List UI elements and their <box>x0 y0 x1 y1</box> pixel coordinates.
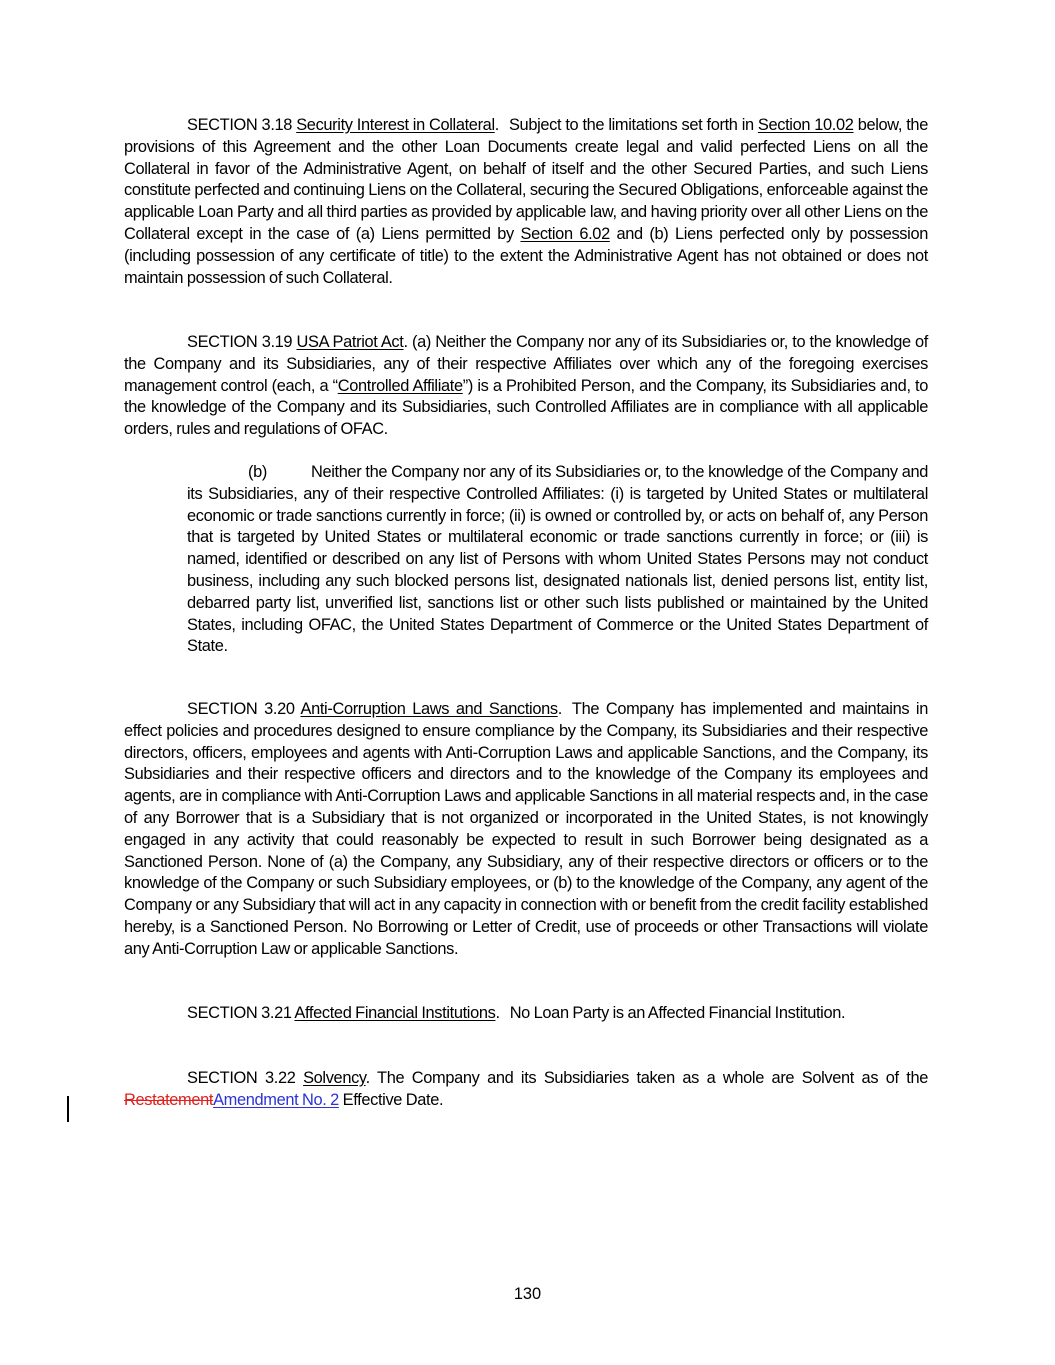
section-3-20-paragraph: SECTION 3.20 Anti-Corruption Laws and Sanctions. The Company has implemented and maintains in effect policies and procedures designed to ensure compliance by the Company, its Subsidiaries and their respective directors, officers, employees and agents with Anti-Corruption Laws and applicable Sanctions, and the Company, its Subsidiaries and their respective officers and directors and to the knowledge of the Company its employees and agents, are in compliance with Anti-Corruption Laws and applicable Sanctions in all material respects and, in the case of any Borrower that is a Subsidiary that is not organized or incorporated in the United States, is not knowingly engaged in any activity that could reasonably be expected to result in such Borrower being designated as a Sanctioned Person. None of (a) the Company, any Subsidiary, any of their respective directors or officers or to the knowledge of the Company or such Subsidiary employees, or (b) to the knowledge of the Company, any agent of the Company or any Subsidiary that will act in any capacity in connection with or benefit from the credit facility established hereby, is a Sanctioned Person. No Borrowing or Letter of Credit, use of proceeds or other Transactions will violate any Anti-Corruption Law or applicable Sanctions. <box>124 700 928 958</box>
section-body: ”) is a Prohibited Person, and the Company, its Subsidiaries and, to the knowledge of the Company and its Subsidiaries, such Controlled Affiliates are in compliance with all applicable orders, rules and regulations of OFAC. <box>124 376 928 439</box>
section-title: Anti-Corruption Laws and Sanctions <box>300 700 558 718</box>
section-body: and (b) Liens perfected only by possession (including possession of any certificate of title) to the extent the Administrative Agent has not obtained or does not maintain possession of such Collateral. <box>124 224 928 287</box>
section-3-21-paragraph: SECTION 3.21 Affected Financial Institutions. No Loan Party is an Affected Financial Institution. <box>187 1004 846 1022</box>
clause-label: (b) <box>248 463 267 481</box>
section-body: . (a) Neither the Company nor any of its Subsidiaries or, to the knowledge of the Company and its Subsidiaries, any of their respective Affiliates over which any of the foregoing exercises management control (each, a “ <box>124 333 929 395</box>
cross-reference: Section 10.02 <box>757 116 854 134</box>
section-body: Subject to the limitations set forth in <box>508 116 758 134</box>
section-number: SECTION 3.18 <box>187 116 293 134</box>
section-number: SECTION 3.21 <box>187 1004 292 1022</box>
section-3-18-paragraph: SECTION 3.18 Security Interest in Collateral. Subject to the limitations set forth in Section 10.02 below, the provisions of this Agreement and the other Loan Documents create legal and valid perfected Liens on all the Collateral in favor of the Administrative Agent, on behalf of itself and the other Secured Parties, and such Liens constitute perfected and continuing Liens on the Collateral, securing the Secured Obligations, enforceable against the applicable Loan Party and all third parties as provided by applicable law, and having priority over all other Liens on the Collateral except in the case of (a) Liens permitted by Section 6.02 and (b) Liens perfected only by possession (including possession of any certificate of title) to the extent the Administrative Agent has not obtained or does not maintain possession of such Collateral. <box>124 116 928 287</box>
inserted-text: Amendment No. 2 <box>213 1090 339 1109</box>
clause-body: Neither the Company nor any of its Subsidiaries or, to the knowledge of the Company and its Subsidiaries, any of their respective Controlled Affiliates: (i) is targeted by United States or multilateral economic or trade sanctions currently in force; (ii) is owned or controlled by, or acts on behalf of, any Person that is targeted by United States or multilateral economic or trade sanctions currently in force; or (iii) is named, identified or described on any list of Persons with whom United States Persons may not conduct business, including any such blocked persons list, designated nationals list, denied persons list, entity list, debarred party list, unverified list, sanctions list or other such lists published or maintained by the United States, including OFAC, the United States Department of Commerce or the United States Department of State. <box>187 463 928 656</box>
section-title: USA Patriot Act <box>296 333 404 351</box>
section-3-19-b-paragraph <box>187 462 928 658</box>
page-number: 130 <box>513 1285 542 1303</box>
revision-change-bar <box>67 1096 69 1122</box>
section-number: SECTION 3.22 <box>187 1069 296 1087</box>
section-title: Affected Financial Institutions <box>294 1004 496 1022</box>
section-title: Solvency <box>303 1069 366 1087</box>
section-3-22-paragraph: SECTION 3.22 Solvency. The Company and its Subsidiaries taken as a whole are Solvent as of the RestatementAmendment No. 2 Effective Date. <box>124 1069 928 1109</box>
section-number: SECTION 3.20 <box>187 700 295 718</box>
deleted-text: Restatement <box>124 1090 214 1109</box>
section-number: SECTION 3.19 <box>187 333 293 351</box>
section-title: Security Interest in Collateral <box>296 116 495 134</box>
cross-reference: Section 6.02 <box>520 224 610 243</box>
section-body: The Company has implemented and maintains in effect policies and procedures designed to ensure compliance by the Company, its Subsidiaries and their respective directors, officers, employees and agents with Anti-Corruption Laws and applicable Sanctions, and the Company, its Subsidiaries and their respective officers and directors and to the knowledge of the Company its employees and agents, are in compliance with Anti-Corruption Laws and applicable Sanctions in all material respects and, in the case of any Borrower that is a Subsidiary that is not organized or incorporated in the United States, is not knowingly engaged in any activity that could reasonably be expected to result in such Borrower being designated as a Sanctioned Person. None of (a) the Company, any Subsidiary, any of their respective directors or officers or to the knowledge of the Company or such Subsidiary employees, or (b) to the knowledge of the Company, any agent of the Company or any Subsidiary that will act in any capacity in connection with or benefit from the credit facility established hereby, is a Sanctioned Person. No Borrowing or Letter of Credit, use of proceeds or other Transactions will violate any Anti-Corruption Law or applicable Sanctions. <box>124 700 928 958</box>
section-body: below, the provisions of this Agreement and the other Loan Documents create legal and valid perfected Liens on all the Collateral in favor of the Administrative Agent, on behalf of itself and the other Secured Parties, and such Liens constitute perfected and continuing Liens on the Collateral, securing the Secured Obligations, enforceable against the applicable Loan Party and all third parties as provided by applicable law, and having priority over all other Liens on the Collateral except in the case of (a) Liens permitted by <box>124 116 928 243</box>
section-body: No Loan Party is an Affected Financial Institution. <box>509 1004 846 1022</box>
section-body: The Company and its Subsidiaries taken as a whole are Solvent as of the <box>377 1069 928 1087</box>
section-3-19-paragraph <box>124 332 928 441</box>
defined-term: Controlled Affiliate <box>337 376 463 395</box>
section-body: Effective Date. <box>338 1090 444 1109</box>
